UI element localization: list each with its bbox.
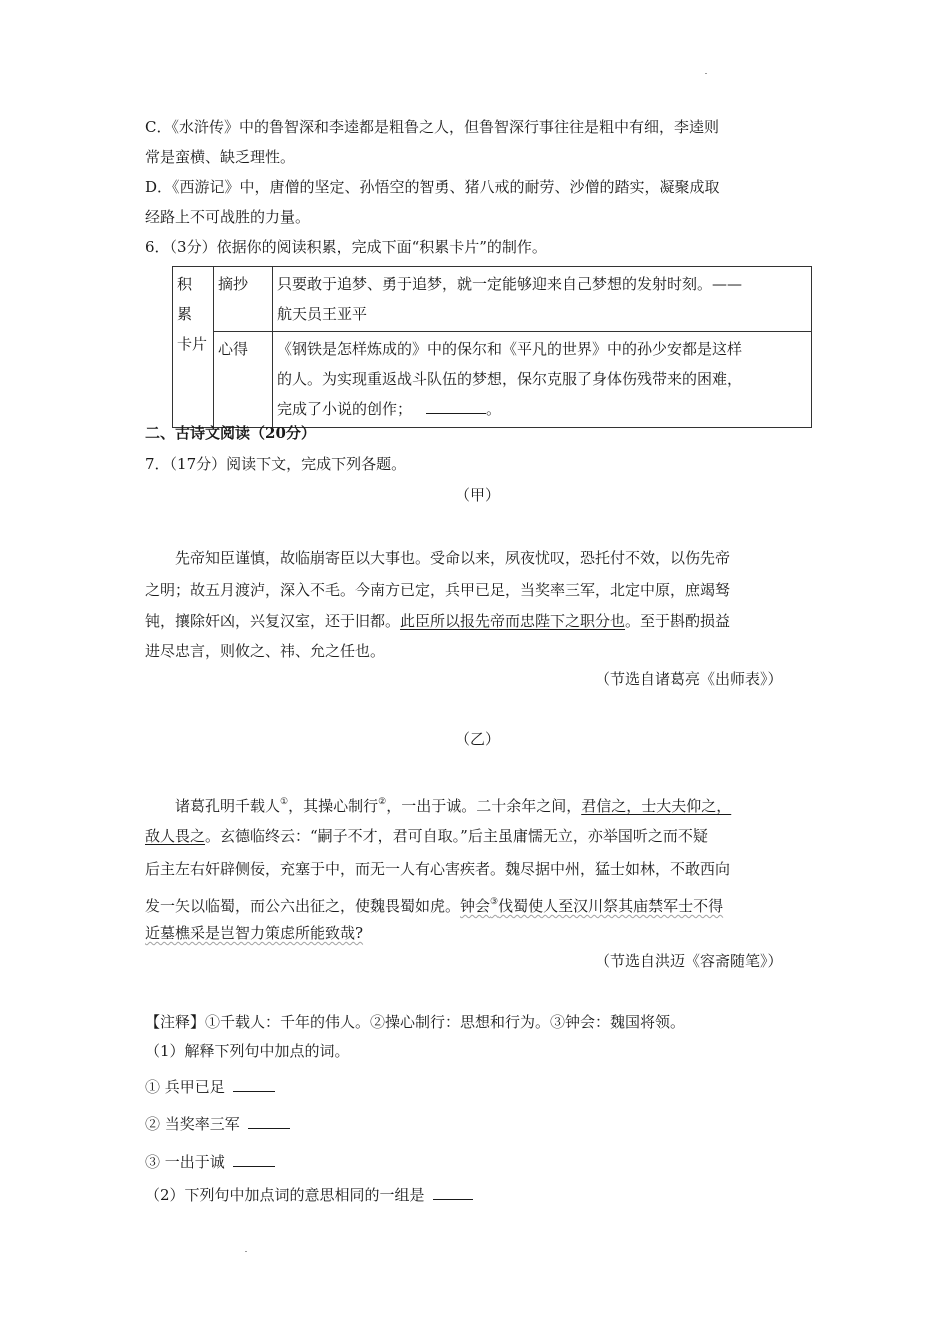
excerpt-label: 摘抄 [214,267,273,332]
item-2-blank[interactable] [248,1113,290,1129]
option-c-line1: C．《水浒传》中的鲁智深和李逵都是粗鲁之人，但鲁智深行事往往是粗中有细，李逵则 [145,118,719,136]
excerpt-text-cell [273,267,812,332]
wavy-underlined-sentence-end: 近墓樵采是岂智力策虑所能致哉? [145,924,364,942]
reflection-text-line3: 完成了小说的创作； 。 [277,400,502,418]
reflection-text-line1: 《钢铁是怎样炼成的》中的保尔和《平凡的世界》中的孙少安都是这样 [277,340,743,358]
card-title-line2: 卡片 [177,335,208,353]
excerpt-text-line2: 航天员王亚平 [277,305,368,323]
passage-yi-title: （乙） [455,730,501,748]
option-d-line2: 经路上不可战胜的力量。 [145,208,311,226]
option-c-line2: 常是蛮横、缺乏理性。 [145,148,296,166]
underlined-sentence-yi-end: 敌人畏之 [145,827,206,845]
yi-line1: 诸葛孔明千载人①，其操心制行②，一出于诚。二十余年之间，君信之，士大夫仰之， [175,797,732,815]
item-1: ① 兵甲已足 [145,1076,275,1097]
yi-source: （节选自洪迈《容斋随笔》） [595,952,783,970]
jia-source: （节选自诸葛亮《出师表》） [595,670,783,688]
reflection-label: 心得 [214,332,273,428]
answer-blank[interactable] [426,398,486,414]
yi-line4: 发一矢以临蜀，而公六出征之，使魏畏蜀如虎。钟会③伐蜀使人至汉川祭其庙禁军士不得 [145,897,724,915]
item-2: ② 当奖率三军 [145,1113,290,1134]
item-1-blank[interactable] [233,1076,275,1092]
question-6-stem: 6．（3分）依据你的阅读积累，完成下面“积累卡片”的制作。 [145,238,547,256]
subquestion-1: （1）解释下列句中加点的词。 [145,1042,350,1060]
subquestion-2: （2）下列句中加点词的意思相同的一组是 [145,1184,473,1205]
item-3: ③ 一出于诚 [145,1151,275,1172]
yi-line2: 敌人畏之。玄德临终云：“嗣子不才，君可自取。”后主虽庸懦无立，亦举国听之而不疑 [145,827,708,845]
underlined-sentence: 此臣所以报先帝而忠陛下之职分也 [400,612,626,630]
accumulation-card-table [172,266,812,428]
jia-line1: 先帝知臣谨慎，故临崩寄臣以大事也。受命以来，夙夜忧叹，恐托付不效，以伤先帝 [175,549,731,567]
card-title-cell [173,267,214,428]
subquestion-2-blank[interactable] [433,1184,473,1200]
jia-line4: 进尽忠言，则攸之、祎、允之任也。 [145,642,386,660]
wavy-underlined-sentence: 钟会③伐蜀使人至汉川祭其庙禁军士不得 [460,897,724,915]
question-7-stem: 7．（17分）阅读下文，完成下列各题。 [145,455,407,473]
footnote-3: ③ [490,897,499,907]
scan-dot [245,1251,247,1252]
jia-line3: 钝，攘除奸凶，兴复汉室，还于旧都。此臣所以报先帝而忠陛下之职分也。至于斟酌损益 [145,612,731,630]
option-d-line1: D．《西游记》中，唐僧的坚定、孙悟空的智勇、猪八戒的耐劳、沙僧的踏实，凝聚成取 [145,178,720,196]
yi-line5 [145,923,363,943]
passage-jia-title: （甲） [455,486,501,504]
jia-line2: 之明；故五月渡泸，深入不毛。今南方已定，兵甲已足，当奖率三军，北定中原，庶竭驽 [145,581,731,599]
underlined-sentence-yi: 君信之，士大夫仰之， [581,797,732,815]
card-title-line1: 积 累 [177,275,193,323]
item-3-blank[interactable] [233,1151,275,1167]
reflection-text-line2: 的人。为实现重返战斗队伍的梦想，保尔克服了身体伤残带来的困难， [277,370,743,388]
yi-line3: 后主左右奸辟侧佞，充塞于中，而无一人有心害疾者。魏尽据中州，猛士如林，不敢西向 [145,860,731,878]
section-2-title: 二、古诗文阅读（20分） [145,424,316,442]
footnote-2: ② [378,797,387,807]
scan-dot [705,73,707,74]
annotation-note: 【注释】①千载人：千年的伟人。②操心制行：思想和行为。③钟会：魏国将领。 [145,1013,686,1031]
reflection-text-cell [273,332,812,428]
excerpt-text-line1: 只要敢于追梦、勇于追梦，就一定能够迎来自己梦想的发射时刻。—— [277,275,743,293]
footnote-1: ① [280,797,289,807]
